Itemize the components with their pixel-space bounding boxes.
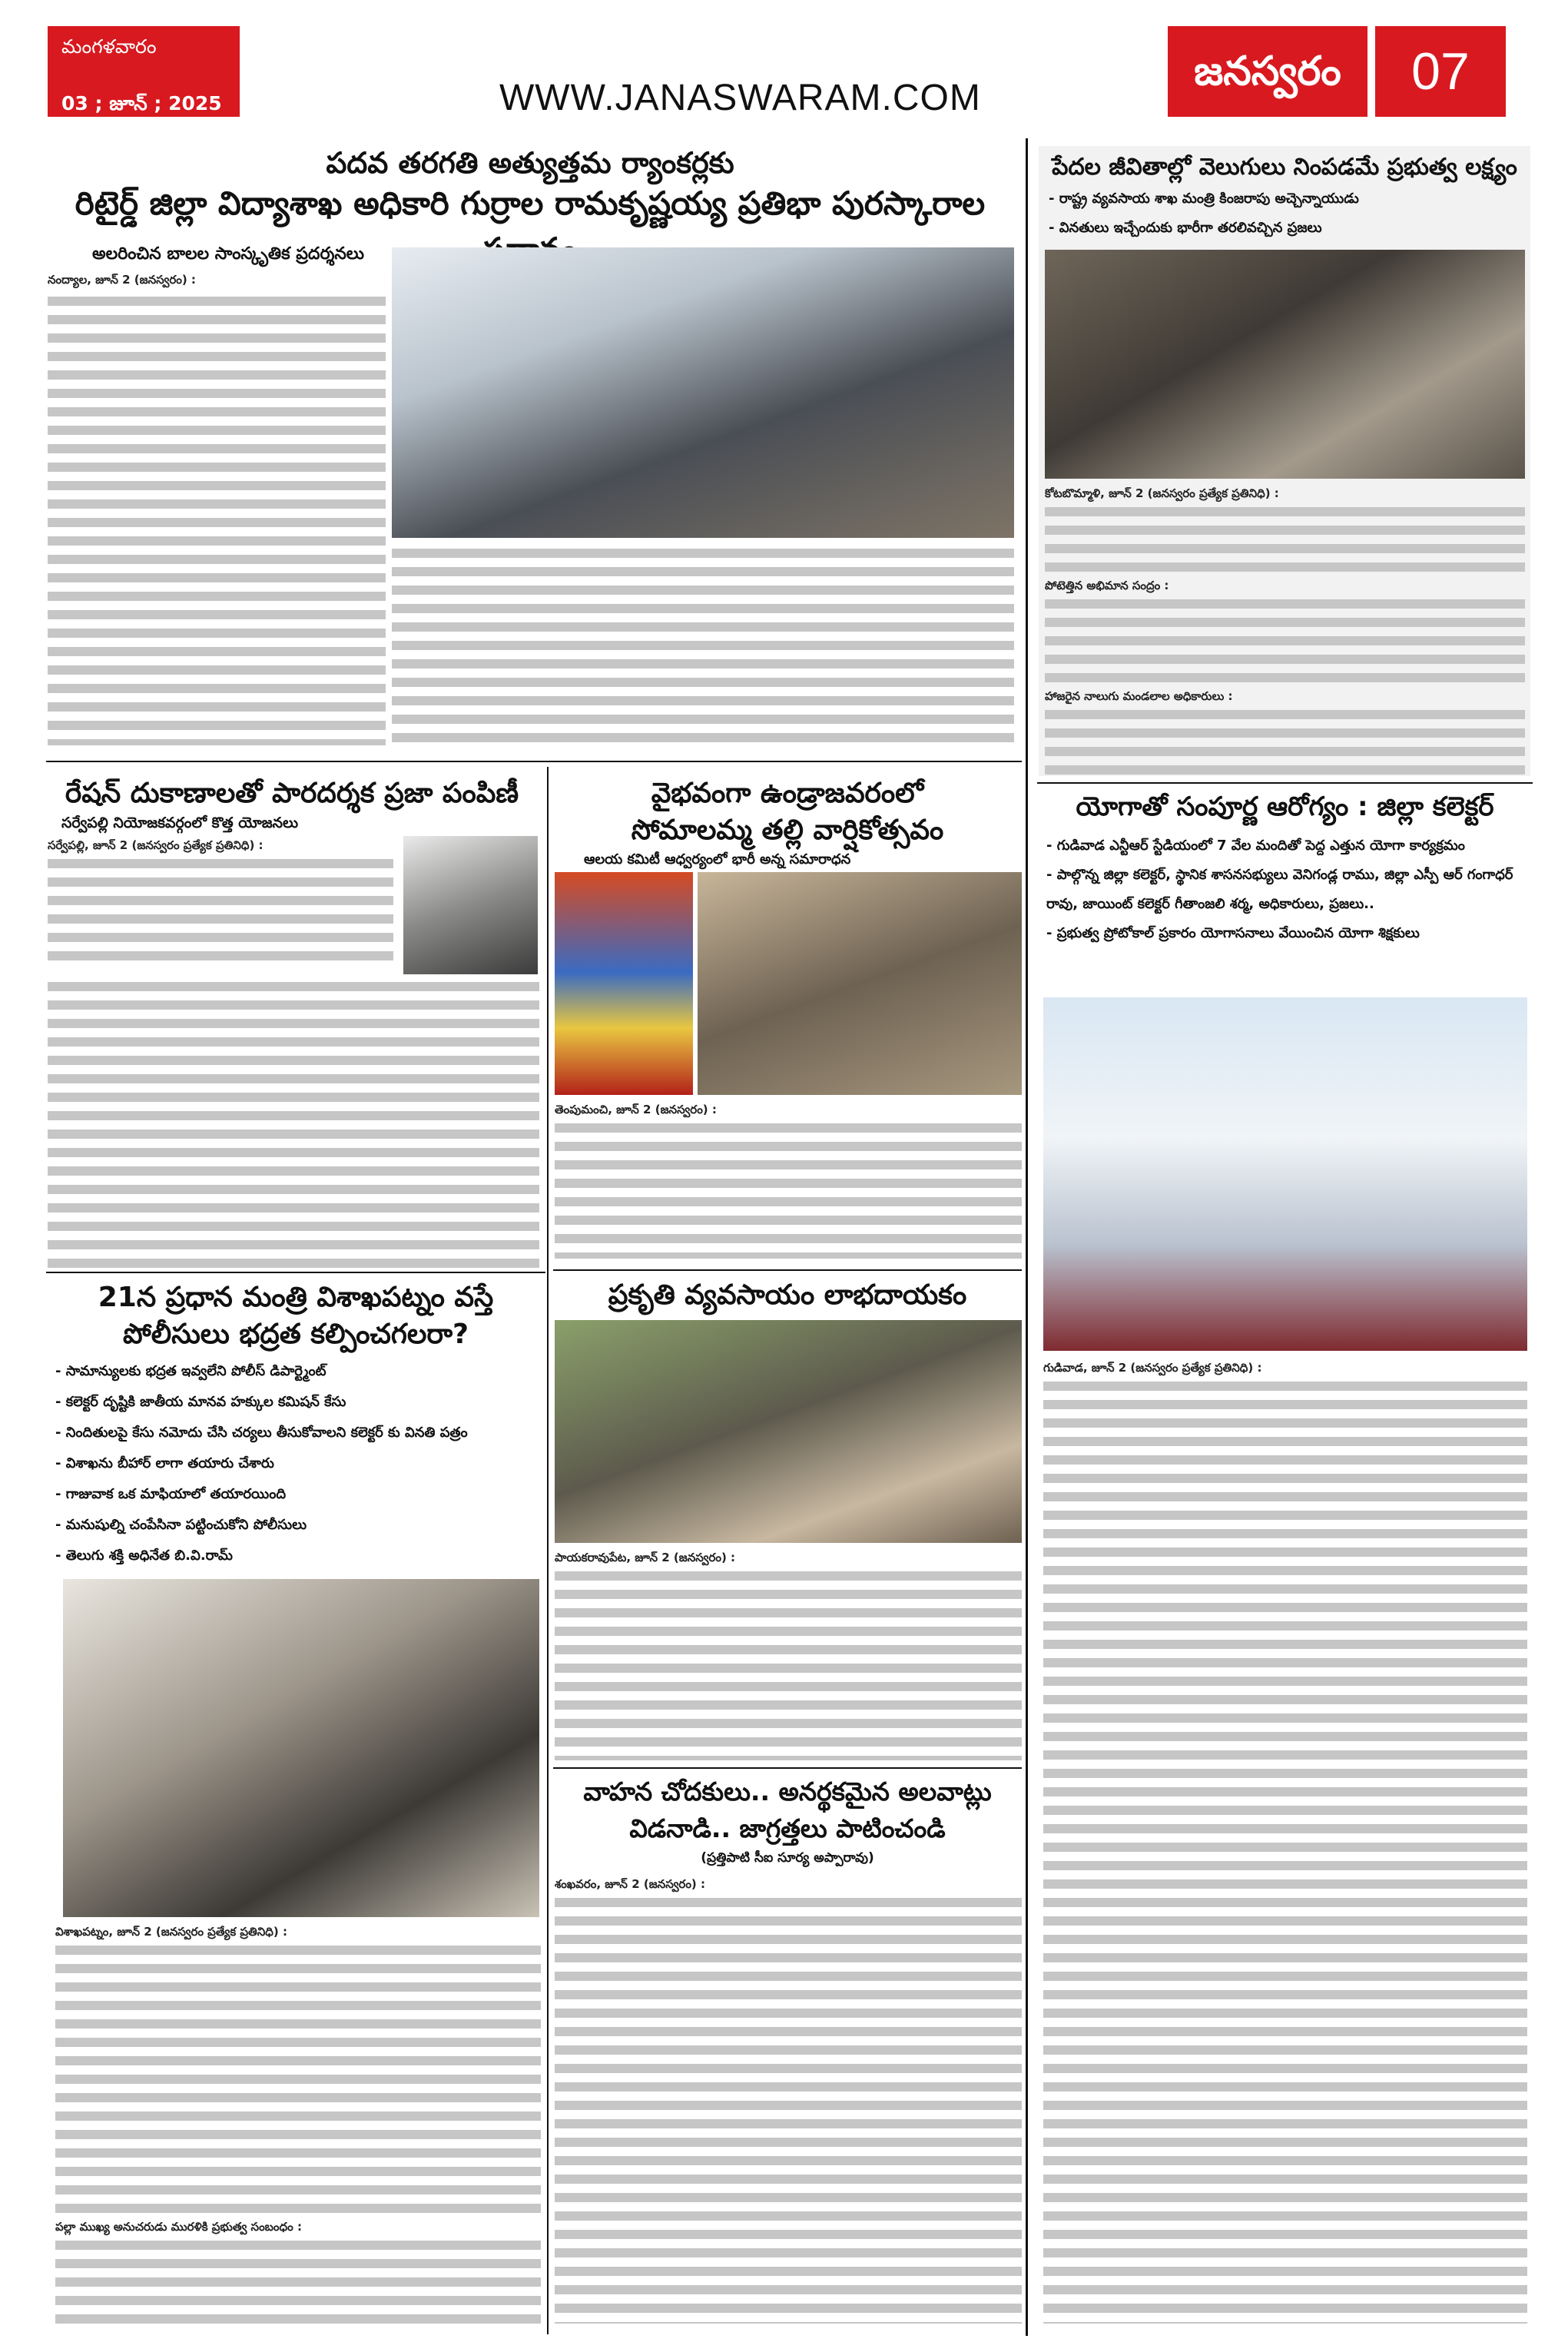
grievance-photo — [1045, 250, 1525, 479]
vehicle-subhead: (ప్రత్తిపాటి సీఐ సూర్య అప్పారావు) — [701, 1850, 874, 1866]
section-divider — [1037, 782, 1533, 784]
right-top-dateline: కోటబొమ్మాళి, జూన్ 2 (జనస్వరం ప్రత్యేక ప్రతినిధి) : — [1045, 486, 1279, 500]
vehicle-headline-1: వాహన చోదకులు.. అనర్థకమైన అలవాట్లు — [583, 1776, 992, 1806]
top-kicker: పదవ తరగతి అత్యుత్తమ ర్యాంకర్లకు — [326, 146, 734, 180]
right-top-subhead: హాజరైన నాలుగు మండలాల అధికారులు : — [1045, 689, 1233, 703]
vehicle-headline-2: విడనాడి.. జాగ్రత్తలు పాటించండి — [629, 1813, 946, 1843]
bullet-item: - పాల్గొన్న జిల్లా కలెక్టర్, స్థానిక శాసనసభ్యులు వెనిగండ్ల రాము, జిల్లా ఎస్పీ ఆర్ గంగాధర్ రావు, జాయింట్ కలెక్టర్ గీతాంజలి శర్మ, అధికారులు, ప్రజలు.. — [1046, 861, 1527, 919]
section-divider — [553, 1767, 1022, 1769]
column-divider — [1026, 138, 1028, 2336]
bullet-item: - తెలుగు శక్తి అధినేత బి.వి.రామ్ — [55, 1541, 539, 1571]
right-top-body — [1045, 484, 1525, 772]
masthead-date: 03 ; జూన్ ; 2025 — [61, 92, 222, 114]
text-lines — [555, 1119, 1022, 1259]
text-lines — [48, 292, 386, 745]
top-subhead: అలరించిన బాలల సాంస్కృతిక ప్రదర్శనలు — [92, 244, 365, 264]
ration-subhead: సర్వేపల్లి నియోజకవర్గంలో కొత్త యోజనలు — [61, 814, 299, 831]
text-lines — [555, 1567, 1022, 1760]
police-bullets — [55, 1356, 539, 1571]
vehicle-dateline: శంఖవరం, జూన్ 2 (జనస్వరం) : — [555, 1877, 706, 1891]
column-divider — [547, 767, 549, 2334]
ribbon-cutting-photo — [392, 247, 1014, 538]
ration-dateline: సర్వేపల్లి, జూన్ 2 (జనస్వరం ప్రత్యేక ప్రతినిధి) : — [48, 838, 264, 852]
bullet-item: - వినతులు ఇచ్చేందుకు భారీగా తరలివచ్చిన ప్రజలు — [1049, 214, 1525, 243]
text-lines — [1045, 705, 1525, 779]
yoga-bullets — [1046, 831, 1527, 948]
section-divider — [46, 761, 1022, 762]
bullet-item: - నిందితులపై కేసు నమోదు చేసి చర్యలు తీసుకోవాలని కలెక్టర్ కు వినతి పత్రం — [55, 1418, 539, 1448]
feast-photo — [698, 872, 1022, 1095]
text-lines — [55, 2236, 541, 2328]
bullet-item: - గాజువాక ఒక మాఫియాలో తయారయింది — [55, 1479, 539, 1510]
text-lines — [1045, 503, 1525, 576]
farming-body — [555, 1548, 1022, 1763]
festival-subhead: ఆలయ కమిటీ ఆధ్వర్యంలో భారీ అన్న సమారాధన — [584, 851, 851, 867]
bullet-item: - ప్రభుత్వ ప్రోటోకాల్ ప్రకారం యోగాసనాలు వేయించిన యోగా శిక్షకులు — [1046, 919, 1527, 948]
masthead-day: మంగళవారం — [61, 35, 157, 58]
police-body — [55, 1922, 541, 2322]
top-article-columns — [392, 544, 1014, 744]
right-top-subhead: పోటెత్తిన అభిమాన సంద్రం : — [1045, 579, 1169, 592]
right-top-bullets — [1049, 184, 1525, 243]
bullet-item: - విశాఖను బీహార్ లాగా తయారు చేశారు — [55, 1448, 539, 1479]
bullet-item: - రాష్ట్ర వ్యవసాయ శాఖ మంత్రి కింజరాపు అచ్చెన్నాయుడు — [1049, 184, 1525, 214]
site-url[interactable]: WWW.JANASWARAM.COM — [499, 78, 981, 118]
vehicle-body — [555, 1875, 1022, 2328]
text-lines — [48, 854, 393, 970]
police-dateline: విశాఖపట్నం, జూన్ 2 (జనస్వరం ప్రత్యేక ప్రతినిధి) : — [55, 1925, 287, 1939]
petition-photo — [63, 1579, 539, 1917]
bullet-item: - సామాన్యులకు భద్రత ఇవ్వలేని పోలీస్ డిపార్ట్మెంట్ — [55, 1356, 539, 1387]
section-divider — [553, 1269, 1022, 1271]
festival-headline-2: సోమాలమ్మ తల్లి వార్షికోత్సవం — [631, 814, 944, 846]
right-top-headline: పేదల జీవితాల్లో వెలుగులు నింపడమే ప్రభుత్వ లక్ష్యం — [1052, 154, 1517, 181]
top-dateline: నంద్యాల, జూన్ 2 (జనస్వరం) : — [48, 273, 196, 287]
bullet-item: - గుడివాడ ఎన్టీఆర్ స్టేడియంలో 7 వేల మందితో పెద్ద ఎత్తున యోగా కార్యక్రమం — [1046, 831, 1527, 861]
farming-photo — [555, 1320, 1022, 1543]
ration-body — [48, 836, 393, 974]
farming-dateline: పాయకరావుపేట, జూన్ 2 (జనస్వరం) : — [555, 1551, 736, 1564]
goddess-photo — [555, 872, 693, 1095]
page-number: 07 — [1375, 26, 1506, 117]
police-headline-1: 21న ప్రధాన మంత్రి విశాఖపట్నం వస్తే — [98, 1282, 494, 1313]
festival-body — [555, 1100, 1022, 1262]
text-lines — [1043, 1377, 1527, 2324]
text-lines — [555, 1893, 1022, 2324]
top-article-body — [48, 270, 386, 747]
bullet-item: - కలెక్టర్ దృష్టికి జాతీయ మానవ హక్కుల కమిషన్ కేసు — [55, 1387, 539, 1418]
text-lines — [55, 1941, 541, 2218]
yoga-body — [1043, 1358, 1527, 2327]
yoga-headline: యోగాతో సంపూర్ణ ఆరోగ్యం : జిల్లా కలెక్టర్ — [1076, 791, 1494, 822]
ration-body-cont — [48, 977, 539, 1269]
ration-headline: రేషన్ దుకాణాలతో పారదర్శక ప్రజా పంపిణీ — [65, 778, 519, 809]
date-box — [48, 26, 240, 117]
yoga-dateline: గుడివాడ, జూన్ 2 (జనస్వరం ప్రత్యేక ప్రతినిధి) : — [1043, 1361, 1262, 1375]
farming-headline: ప్రకృతి వ్యవసాయం లాభదాయకం — [608, 1279, 967, 1311]
bullet-item: - మనుషుల్ని చంపేసినా పట్టించుకోని పోలీసులు — [55, 1510, 539, 1541]
police-subhead: పల్లా ముఖ్య అనుచరుడు మురళికి ప్రభుత్వ సంబంధం : — [55, 2220, 302, 2234]
yoga-stage-photo — [1043, 997, 1527, 1351]
festival-headline-1: వైభవంగా ఉండ్రాజవరంలో — [651, 778, 924, 809]
text-lines — [1045, 595, 1525, 687]
speaker-photo — [403, 836, 538, 974]
brand-name: జనస్వరం — [1168, 26, 1367, 117]
festival-dateline: తెంపుమంచి, జూన్ 2 (జనస్వరం) : — [555, 1103, 717, 1116]
top-headline: రిటైర్డ్ జిల్లా విద్యాశాఖ అధికారి గుర్రాల రామకృష్ణయ్య ప్రతిభా పురస్కారాల — [75, 184, 986, 222]
section-divider — [46, 1272, 545, 1273]
police-headline-2: పోలీసులు భద్రత కల్పించగలరా? — [123, 1319, 469, 1350]
